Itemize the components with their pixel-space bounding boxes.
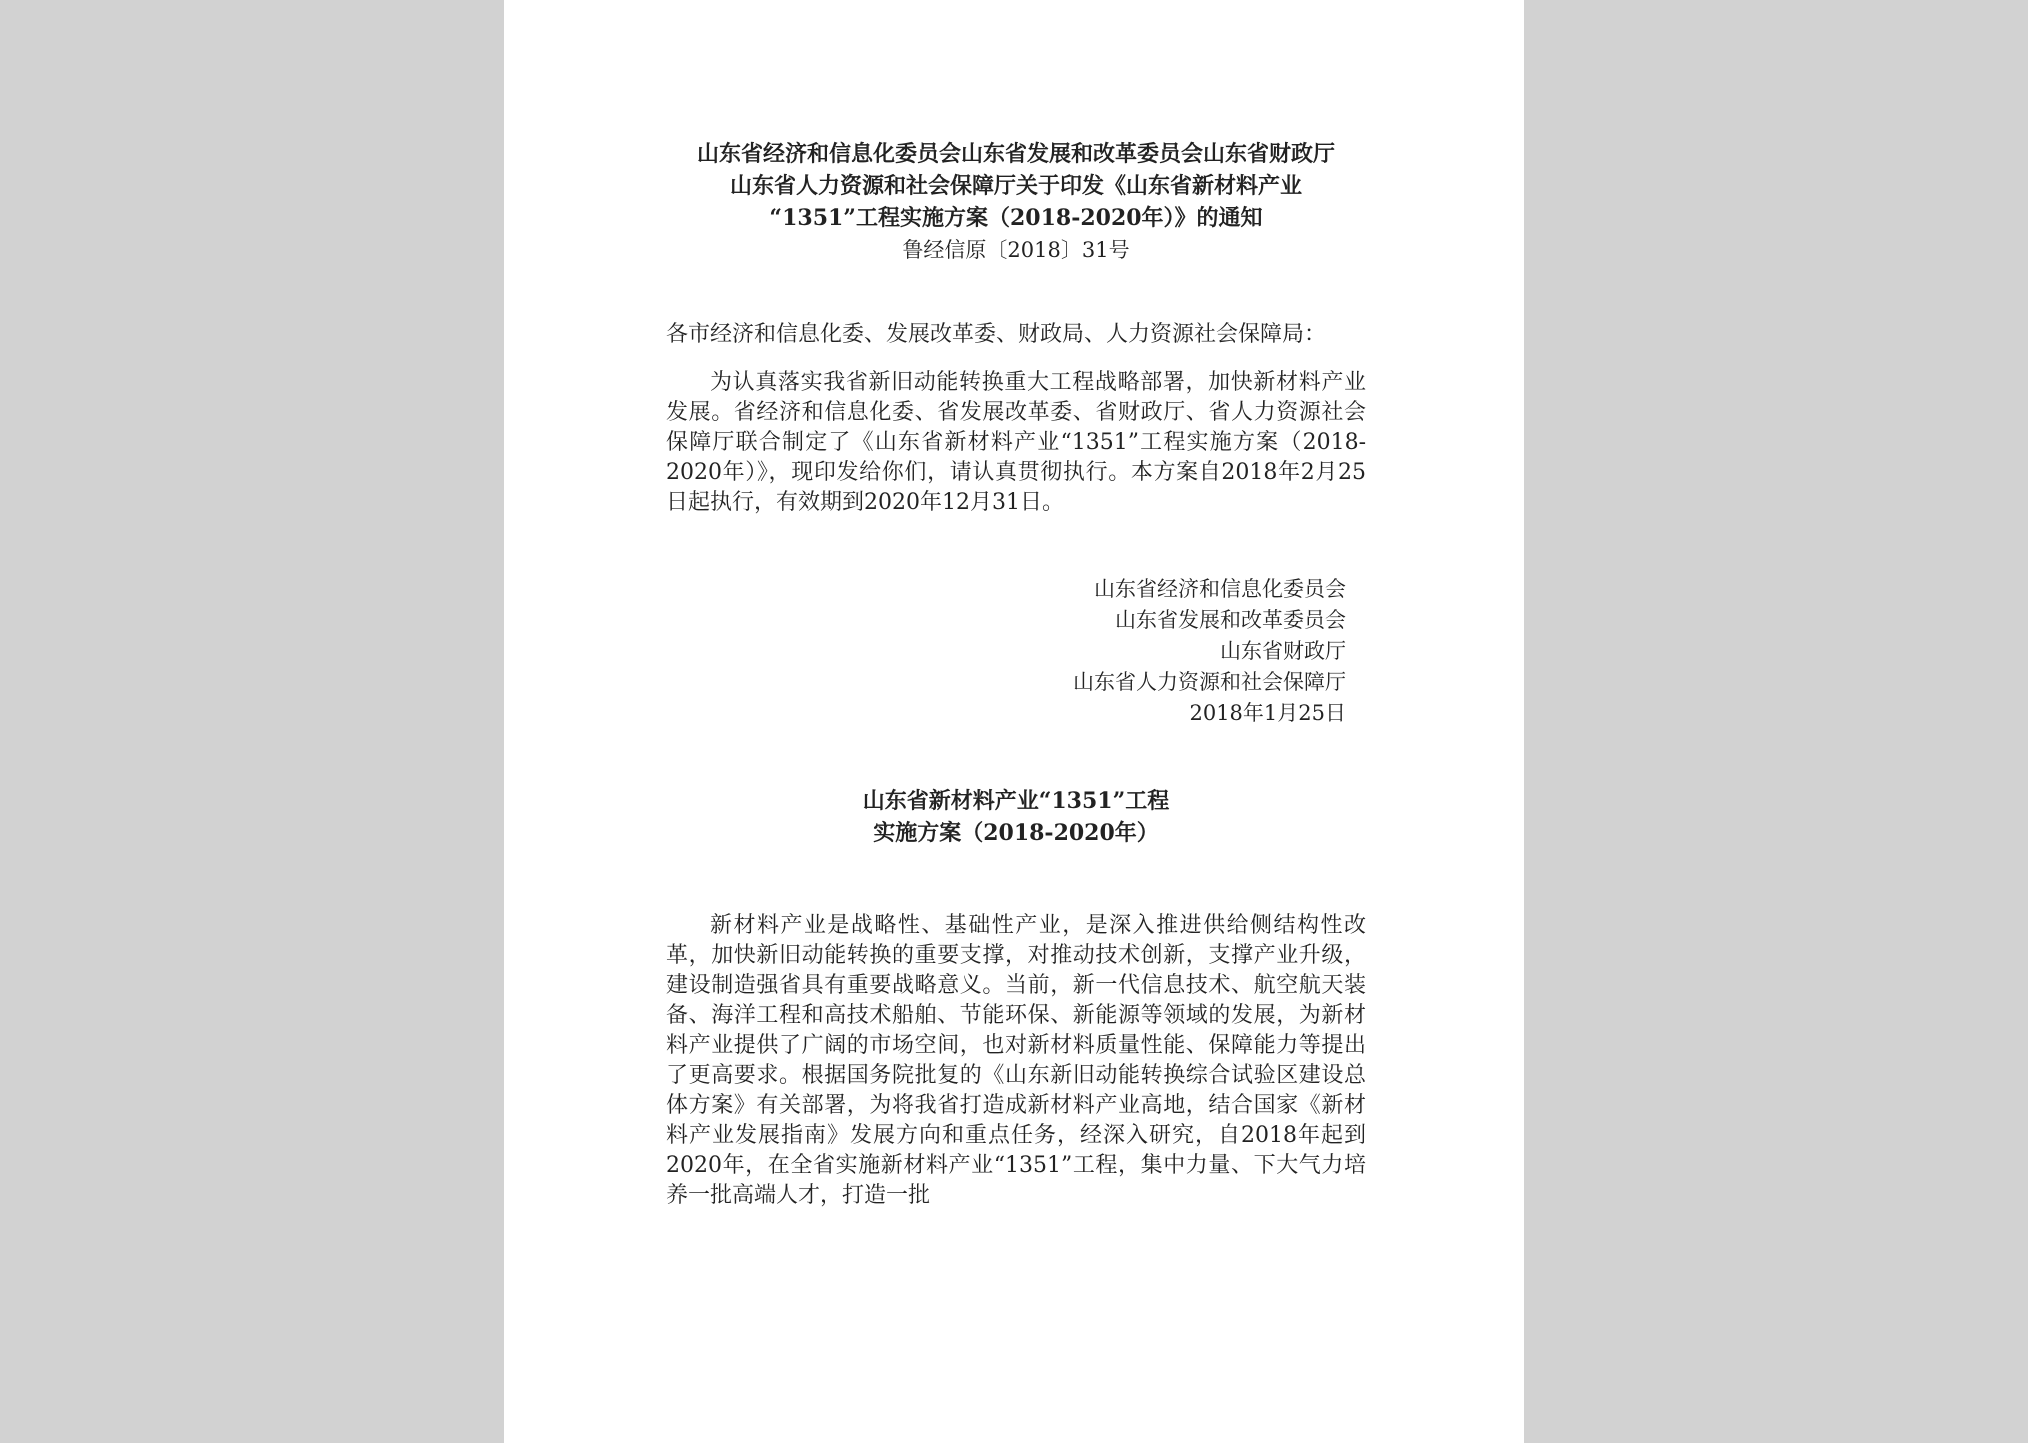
signatory-4: 山东省人力资源和社会保障厅 xyxy=(1073,670,1346,694)
plan-title-line-2: 实施方案（2018-2020年） xyxy=(873,820,1159,846)
issue-date: 2018年1月25日 xyxy=(1189,701,1346,725)
notice-title-line-2: 山东省人力资源和社会保障厅关于印发《山东省新材料产业 xyxy=(729,173,1302,199)
notice-title-line-1: 山东省经济和信息化委员会山东省发展和改革委员会山东省财政厅 xyxy=(696,141,1335,167)
plan-intro-paragraph: 新材料产业是战略性、基础性产业，是深入推进供给侧结构性改革，加快新旧动能转换的重要支撑，对推动技术创新，支撑产业升级，建设制造强省具有重要战略意义。当前，新一代信息技术、航空航天装备、海洋工程和高技术船舶、节能环保、新能源等领域的发展，为新材料产业提供了广阔的市场空间，也对新材料质量性能、保障能力等提出了更高要求。根据国务院批复的《山东新旧动能转换综合试验区建设总体方案》有关部署，为将我省打造成新材料产业高地，结合国家《新材料产业发展指南》发展方向和重点任务，经深入研究，自2018年起到2020年，在全省实施新材料产业“1351”工程，集中力量、下大气力培养一批高端人才，打造一批 xyxy=(666,913,1366,1208)
document-page xyxy=(504,0,1524,1443)
document-number: 鲁经信原〔2018〕31号 xyxy=(902,238,1130,262)
plan-title xyxy=(666,785,1366,849)
signature-block xyxy=(666,574,1366,729)
document-content xyxy=(666,138,1366,1211)
plan-title-line-1: 山东省新材料产业“1351”工程 xyxy=(862,788,1170,814)
salutation: 各市经济和信息化委、发展改革委、财政局、人力资源社会保障局： xyxy=(666,322,1327,347)
notice-title xyxy=(666,138,1366,234)
notice-body-paragraph: 为认真落实我省新旧动能转换重大工程战略部署，加快新材料产业发展。省经济和信息化委、省发展改革委、省财政厅、省人力资源社会保障厅联合制定了《山东省新材料产业“1351”工程实施方案（2018-2020年）》，现印发给你们，请认真贯彻执行。本方案自2018年2月25日起执行，有效期到2020年12月31日。 xyxy=(666,370,1366,515)
signatory-3: 山东省财政厅 xyxy=(1220,639,1346,663)
signatory-1: 山东省经济和信息化委员会 xyxy=(1094,577,1346,601)
notice-title-line-3: “1351”工程实施方案（2018-2020年）》的通知 xyxy=(769,205,1263,231)
signatory-2: 山东省发展和改革委员会 xyxy=(1115,608,1346,632)
